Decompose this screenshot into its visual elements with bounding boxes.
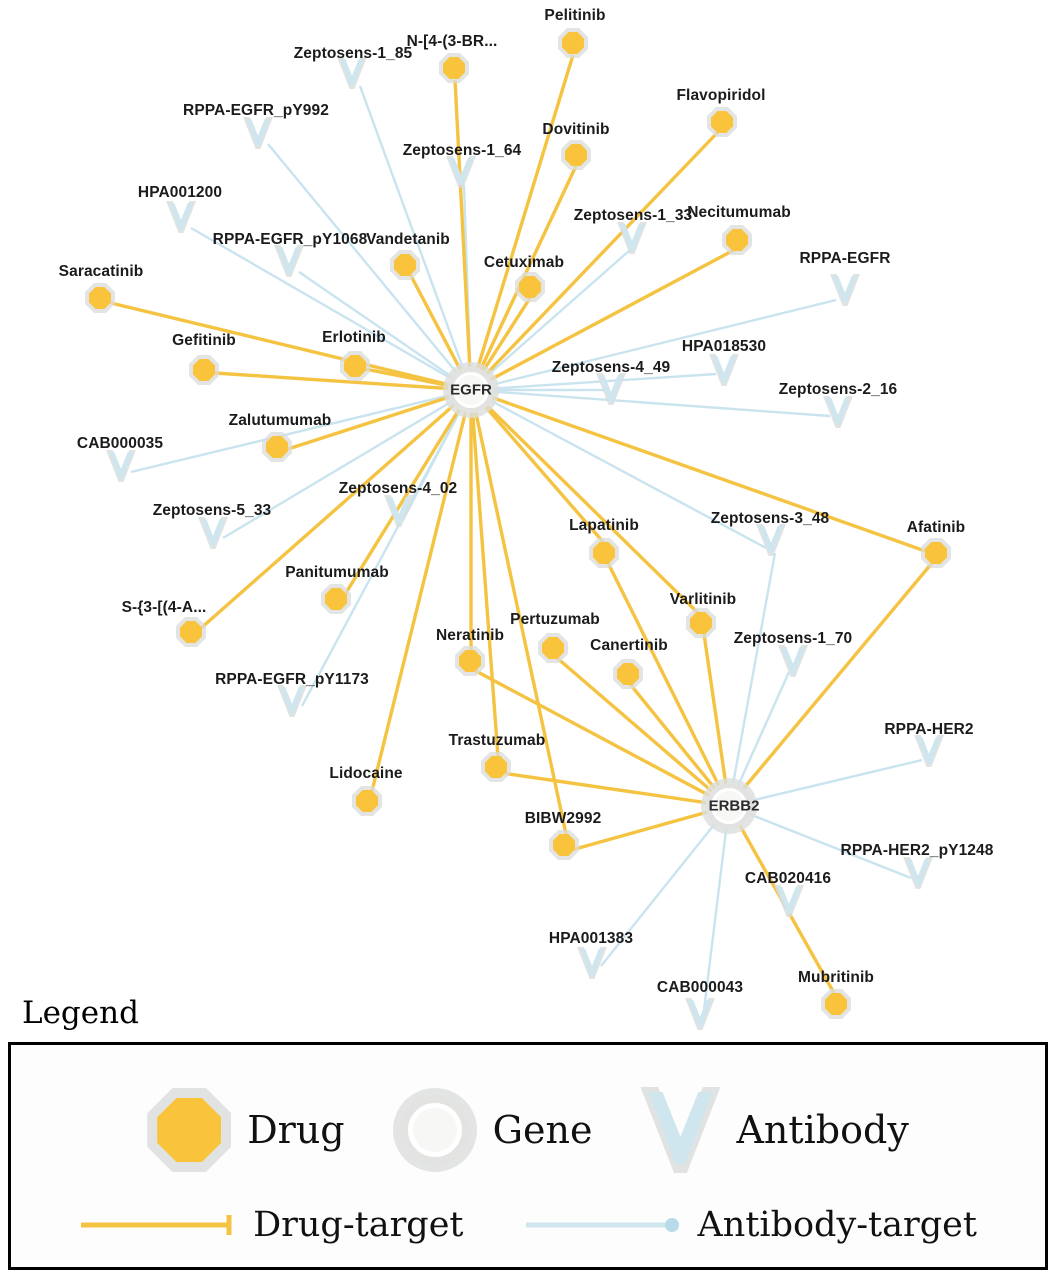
antibody-chevron-icon <box>709 354 739 386</box>
drug-label: Flavopiridol <box>676 87 766 104</box>
antibody-label: CAB000043 <box>656 979 744 996</box>
drug-label: Lapatinib <box>569 517 639 534</box>
antibody-label: Zeptosens-1_64 <box>402 142 522 159</box>
antibody-target-edge-icon <box>524 1212 684 1238</box>
drug-label: Mubritinib <box>798 969 874 986</box>
drug-node[interactable] <box>589 538 619 568</box>
antibody-node[interactable] <box>166 201 196 233</box>
drug-target-edge-icon <box>79 1212 239 1238</box>
drug-node[interactable] <box>707 107 737 137</box>
drug-octagon-icon <box>707 107 737 137</box>
antibody-label: Zeptosens-5_33 <box>152 502 272 519</box>
drug-node[interactable] <box>821 989 851 1019</box>
legend-item-gene <box>393 1088 593 1172</box>
legend-label-drug-target: Drug-target <box>253 1205 464 1245</box>
antibody-label: HPA001383 <box>548 930 634 947</box>
antibody-chevron-icon <box>823 396 853 428</box>
antibody-label: HPA018530 <box>681 338 767 355</box>
legend-label-antibody-target: Antibody-target <box>697 1205 977 1245</box>
drug-octagon-icon <box>481 752 511 782</box>
antibody-label: HPA001200 <box>137 184 223 201</box>
drug-label: Dovitinib <box>542 121 610 138</box>
antibody-chevron-icon <box>903 857 933 889</box>
antibody-chevron-icon <box>277 685 307 717</box>
antibody-node[interactable] <box>274 245 304 277</box>
drug-node[interactable] <box>722 225 752 255</box>
drug-octagon-icon <box>538 633 568 663</box>
antibody-label: Zeptosens-4_02 <box>338 480 458 497</box>
antibody-chevron-icon <box>774 885 804 917</box>
antibody-chevron-icon <box>577 947 607 979</box>
antibody-chevron-icon <box>640 1087 720 1173</box>
drug-octagon-icon <box>549 830 579 860</box>
legend-item-antibody-target <box>524 1205 977 1245</box>
drug-label: Gefitinib <box>172 332 236 349</box>
antibody-label: RPPA-HER2_pY1248 <box>840 842 994 859</box>
legend-node-types <box>8 1085 1048 1175</box>
drug-label: Panitumumab <box>285 564 389 581</box>
drug-node[interactable] <box>176 617 206 647</box>
antibody-label: Zeptosens-4_49 <box>551 359 671 376</box>
drug-node[interactable] <box>390 250 420 280</box>
antibody-label: Zeptosens-1_33 <box>573 207 693 224</box>
drug-octagon-icon <box>439 53 469 83</box>
drug-octagon-icon <box>722 225 752 255</box>
antibody-node[interactable] <box>903 857 933 889</box>
drug-node[interactable] <box>515 272 545 302</box>
drug-label: S-{3-[(4-A... <box>121 599 207 616</box>
antibody-node[interactable] <box>384 495 414 527</box>
legend-label-antibody: Antibody <box>736 1108 909 1152</box>
drug-label: BIBW2992 <box>524 810 602 827</box>
legend-item-drug-target <box>79 1205 463 1245</box>
antibody-chevron-icon <box>756 524 786 556</box>
antibody-node[interactable] <box>914 735 944 767</box>
drug-label: Necitumumab <box>687 204 791 221</box>
antibody-chevron-icon <box>106 450 136 482</box>
antibody-chevron-icon <box>243 117 273 149</box>
drug-node[interactable] <box>613 659 643 689</box>
antibody-chevron-icon <box>384 495 414 527</box>
drug-octagon-icon <box>515 272 545 302</box>
drug-node[interactable] <box>189 355 219 385</box>
antibody-chevron-icon <box>914 735 944 767</box>
drug-node[interactable] <box>352 786 382 816</box>
drug-node[interactable] <box>262 432 292 462</box>
antibody-label: RPPA-EGFR_pY1068 <box>212 231 368 248</box>
gene-label-egfr: EGFR <box>450 381 492 399</box>
drug-node[interactable] <box>340 351 370 381</box>
antibody-label: RPPA-EGFR <box>799 250 891 267</box>
drug-node[interactable] <box>686 608 716 638</box>
gene-label-erbb2: ERBB2 <box>708 797 760 815</box>
drug-node[interactable] <box>538 633 568 663</box>
gene-circle-icon <box>393 1088 477 1172</box>
antibody-label: Zeptosens-1_85 <box>293 45 413 62</box>
legend-item-antibody <box>640 1087 908 1173</box>
legend-label-drug: Drug <box>247 1108 345 1152</box>
drug-node[interactable] <box>321 584 351 614</box>
drug-octagon-icon <box>147 1088 231 1172</box>
antibody-node[interactable] <box>198 517 228 549</box>
legend-label-gene: Gene <box>492 1108 593 1152</box>
antibody-chevron-icon <box>778 645 808 677</box>
antibody-chevron-icon <box>446 156 476 188</box>
drug-label: Afatinib <box>906 519 966 536</box>
drug-label: Lidocaine <box>329 765 403 782</box>
antibody-label: Zeptosens-3_48 <box>710 510 830 527</box>
drug-label: Cetuximab <box>483 254 565 271</box>
drug-octagon-icon <box>390 250 420 280</box>
legend-item-drug <box>147 1088 344 1172</box>
drug-label: Pertuzumab <box>510 611 600 628</box>
drug-octagon-icon <box>558 28 588 58</box>
drug-label: Canertinib <box>590 637 668 654</box>
antibody-node[interactable] <box>617 222 647 254</box>
drug-node[interactable] <box>439 53 469 83</box>
drug-node[interactable] <box>455 646 485 676</box>
drug-node[interactable] <box>921 538 951 568</box>
drug-node[interactable] <box>558 28 588 58</box>
legend-edge-types <box>8 1195 1048 1255</box>
antibody-chevron-icon <box>166 201 196 233</box>
drug-octagon-icon <box>686 608 716 638</box>
antibody-node[interactable] <box>277 685 307 717</box>
antibody-node[interactable] <box>778 645 808 677</box>
drug-node[interactable] <box>549 830 579 860</box>
antibody-chevron-icon <box>685 998 715 1030</box>
antibody-label: CAB020416 <box>744 870 832 887</box>
drug-octagon-icon <box>189 355 219 385</box>
antibody-chevron-icon <box>617 222 647 254</box>
drug-label: Saracatinib <box>58 263 144 280</box>
drug-node[interactable] <box>85 283 115 313</box>
drug-octagon-icon <box>352 786 382 816</box>
drug-node[interactable] <box>481 752 511 782</box>
drug-octagon-icon <box>262 432 292 462</box>
antibody-node[interactable] <box>596 373 626 405</box>
antibody-node[interactable] <box>830 274 860 306</box>
antibody-label: CAB000035 <box>76 435 164 452</box>
antibody-chevron-icon <box>596 373 626 405</box>
drug-octagon-icon <box>561 140 591 170</box>
antibody-node[interactable] <box>774 885 804 917</box>
drug-label: Trastuzumab <box>448 732 546 749</box>
legend-title: Legend <box>22 995 139 1031</box>
drug-label: Zalutumumab <box>228 412 332 429</box>
drug-octagon-icon <box>85 283 115 313</box>
antibody-chevron-icon <box>274 245 304 277</box>
antibody-label: RPPA-EGFR_pY1173 <box>215 671 369 688</box>
antibody-node[interactable] <box>823 396 853 428</box>
drug-octagon-icon <box>176 617 206 647</box>
antibody-node[interactable] <box>106 450 136 482</box>
drug-label: Vandetanib <box>366 231 450 248</box>
antibody-node[interactable] <box>446 156 476 188</box>
antibody-node[interactable] <box>756 524 786 556</box>
drug-node[interactable] <box>561 140 591 170</box>
antibody-node[interactable] <box>685 998 715 1030</box>
drug-label: Varlitinib <box>669 591 737 608</box>
drug-octagon-icon <box>455 646 485 676</box>
antibody-label: RPPA-EGFR_pY992 <box>183 102 329 119</box>
drug-octagon-icon <box>589 538 619 568</box>
drug-label: N-[4-(3-BR... <box>406 33 498 50</box>
drug-label: Erlotinib <box>322 329 386 346</box>
antibody-node[interactable] <box>577 947 607 979</box>
antibody-chevron-icon <box>830 274 860 306</box>
antibody-label: RPPA-HER2 <box>884 721 974 738</box>
antibody-node[interactable] <box>243 117 273 149</box>
drug-octagon-icon <box>921 538 951 568</box>
antibody-chevron-icon <box>198 517 228 549</box>
drug-octagon-icon <box>321 584 351 614</box>
antibody-label: Zeptosens-2_16 <box>778 381 898 398</box>
drug-octagon-icon <box>613 659 643 689</box>
drug-octagon-icon <box>821 989 851 1019</box>
drug-octagon-icon <box>340 351 370 381</box>
antibody-label: Zeptosens-1_70 <box>733 630 853 647</box>
drug-label: Pelitinib <box>544 7 606 24</box>
drug-label: Neratinib <box>435 627 505 644</box>
antibody-node[interactable] <box>709 354 739 386</box>
